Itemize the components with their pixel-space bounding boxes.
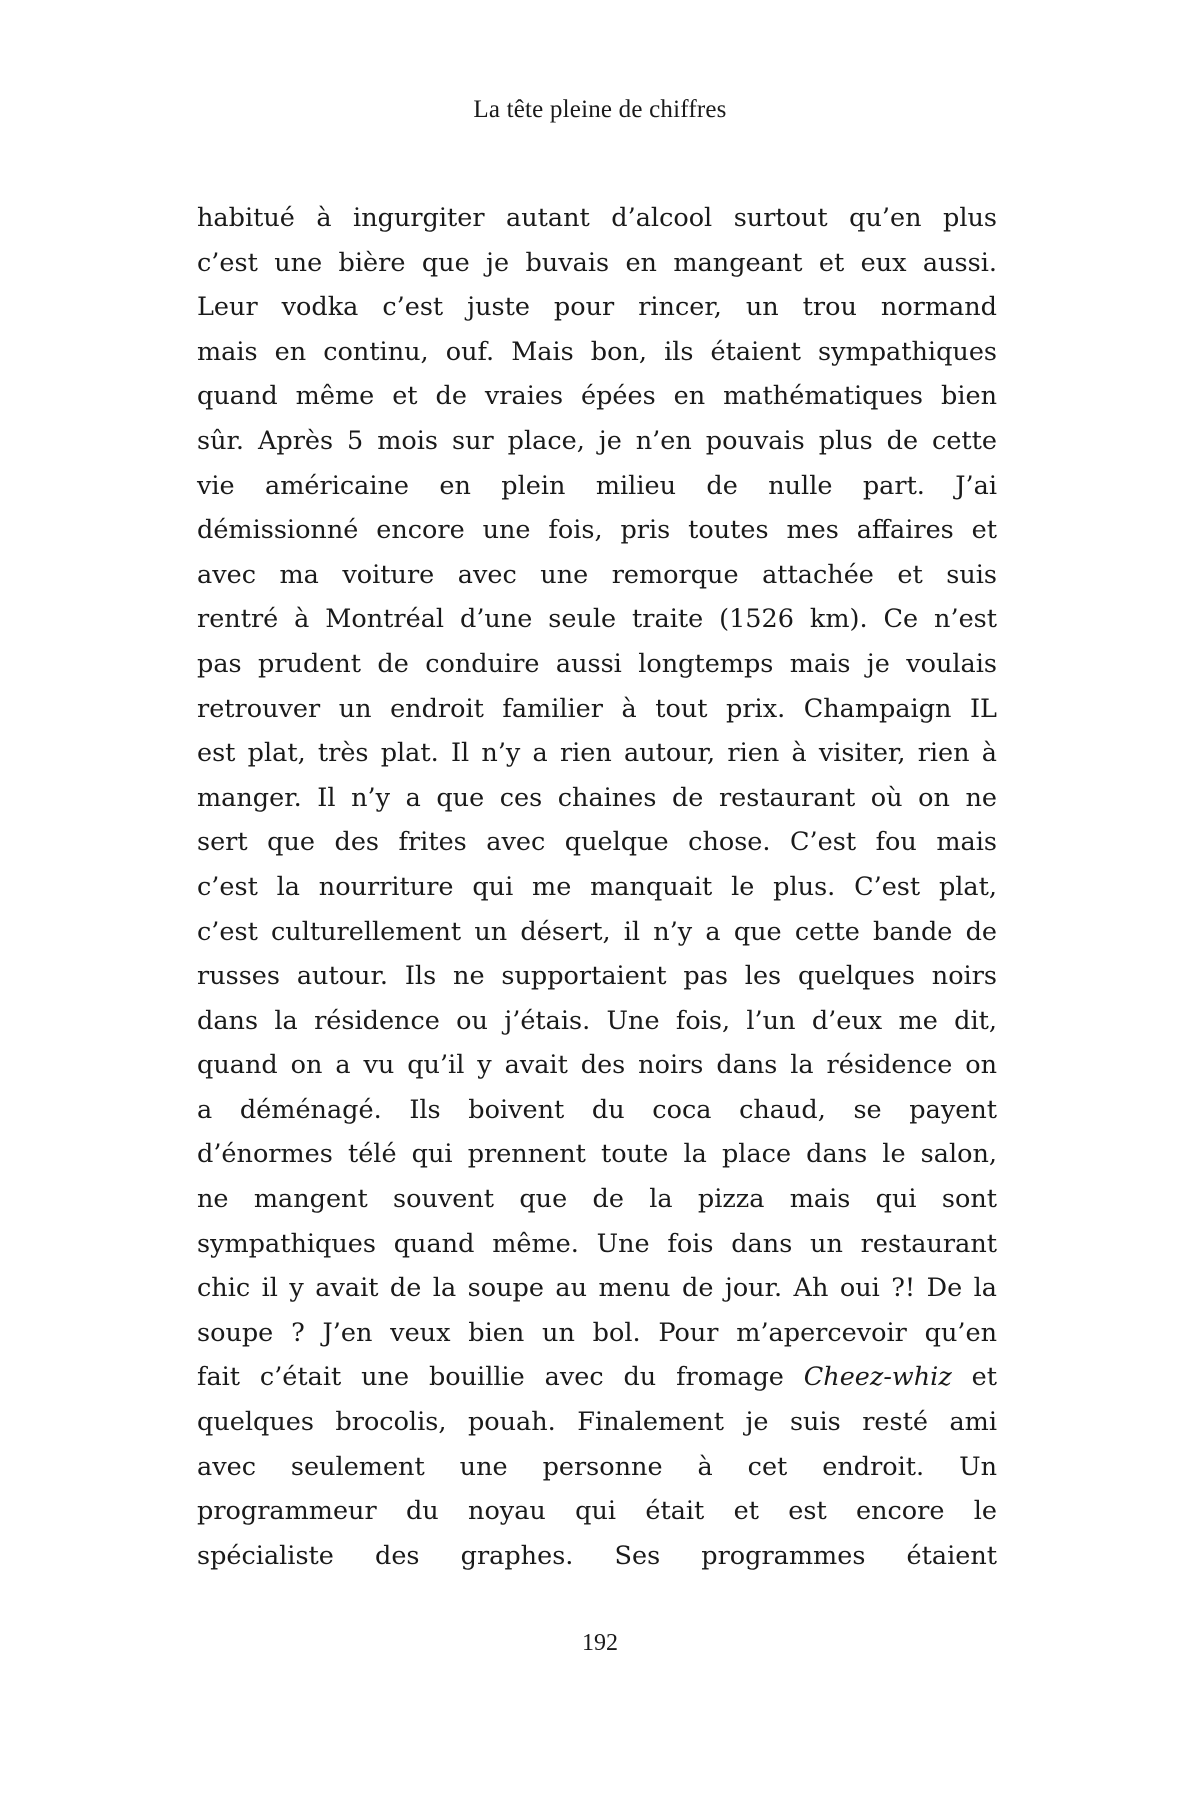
text-line: avec ma voiture avec une remorque attachée et suis [197, 559, 997, 590]
text-line: Leur vodka c’est juste pour rincer, un trou normand [197, 292, 997, 323]
text-line: quand on a vu qu’il y avait des noirs dans la résidence on [197, 1050, 997, 1081]
text-line: retrouver un endroit familier à tout prix. Champaign IL [197, 693, 997, 724]
text-line: sûr. Après 5 mois sur place, je n’en pouvais plus de cette [197, 425, 997, 456]
text-line: avec seulement une personne à cet endroit. Un [197, 1451, 997, 1482]
text-line: quand même et de vraies épées en mathématiques bien [197, 381, 997, 412]
text-line: c’est la nourriture qui me manquait le plus. C’est plat, [197, 871, 997, 902]
text-line: habitué à ingurgiter autant d’alcool surtout qu’en plus [197, 203, 997, 233]
text-line: mais en continu, ouf. Mais bon, ils étaient sympathiques [197, 336, 997, 367]
text-line: sympathiques quand même. Une fois dans un restaurant [197, 1228, 997, 1259]
text-segment: fait c’était une bouillie avec du fromage [197, 1362, 804, 1393]
text-line: c’est culturellement un désert, il n’y a que cette bande de [197, 916, 997, 947]
text-line: vie américaine en plein milieu de nulle part. J’ai [197, 470, 997, 501]
text-line: russes autour. Ils ne supportaient pas les quelques noirs [197, 961, 997, 992]
text-line: c’est une bière que je buvais en mangeant et eux aussi. [197, 247, 997, 278]
text-line: démissionné encore une fois, pris toutes mes affaires et [197, 515, 997, 546]
text-line: ne mangent souvent que de la pizza mais qui sont [197, 1184, 997, 1215]
page-number: 192 [582, 1630, 618, 1656]
text-line: est plat, très plat. Il n’y a rien autour, rien à visiter, rien à [197, 738, 997, 769]
running-head: La tête pleine de chiffres [473, 96, 727, 123]
text-segment: et [951, 1362, 997, 1393]
text-line: quelques brocolis, pouah. Finalement je suis resté ami [197, 1407, 997, 1438]
text-line: pas prudent de conduire aussi longtemps mais je voulais [197, 648, 997, 679]
text-line: manger. Il n’y a que ces chaines de restaurant où on ne [197, 782, 997, 813]
text-line: rentré à Montréal d’une seule traite (1526 km). Ce n’est [197, 604, 997, 635]
text-line: a déménagé. Ils boivent du coca chaud, se payent [197, 1094, 997, 1125]
text-line-with-italic [197, 1355, 997, 1400]
text-line: soupe ? J’en veux bien un bol. Pour m’apercevoir qu’en [197, 1317, 997, 1348]
text-line: d’énormes télé qui prennent toute la place dans le salon, [197, 1139, 997, 1170]
text-line: programmeur du noyau qui était et est encore le [197, 1496, 997, 1527]
body-text [197, 196, 997, 1578]
text-line: sert que des frites avec quelque chose. C’est fou mais [197, 827, 997, 858]
text-line: spécialiste des graphes. Ses programmes étaient [197, 1540, 997, 1571]
text-line: chic il y avait de la soupe au menu de jour. Ah oui ?! De la [197, 1273, 997, 1304]
italic-product-name: Cheez-whiz [803, 1362, 952, 1393]
text-line: dans la résidence ou j’étais. Une fois, l’un d’eux me dit, [197, 1005, 997, 1036]
